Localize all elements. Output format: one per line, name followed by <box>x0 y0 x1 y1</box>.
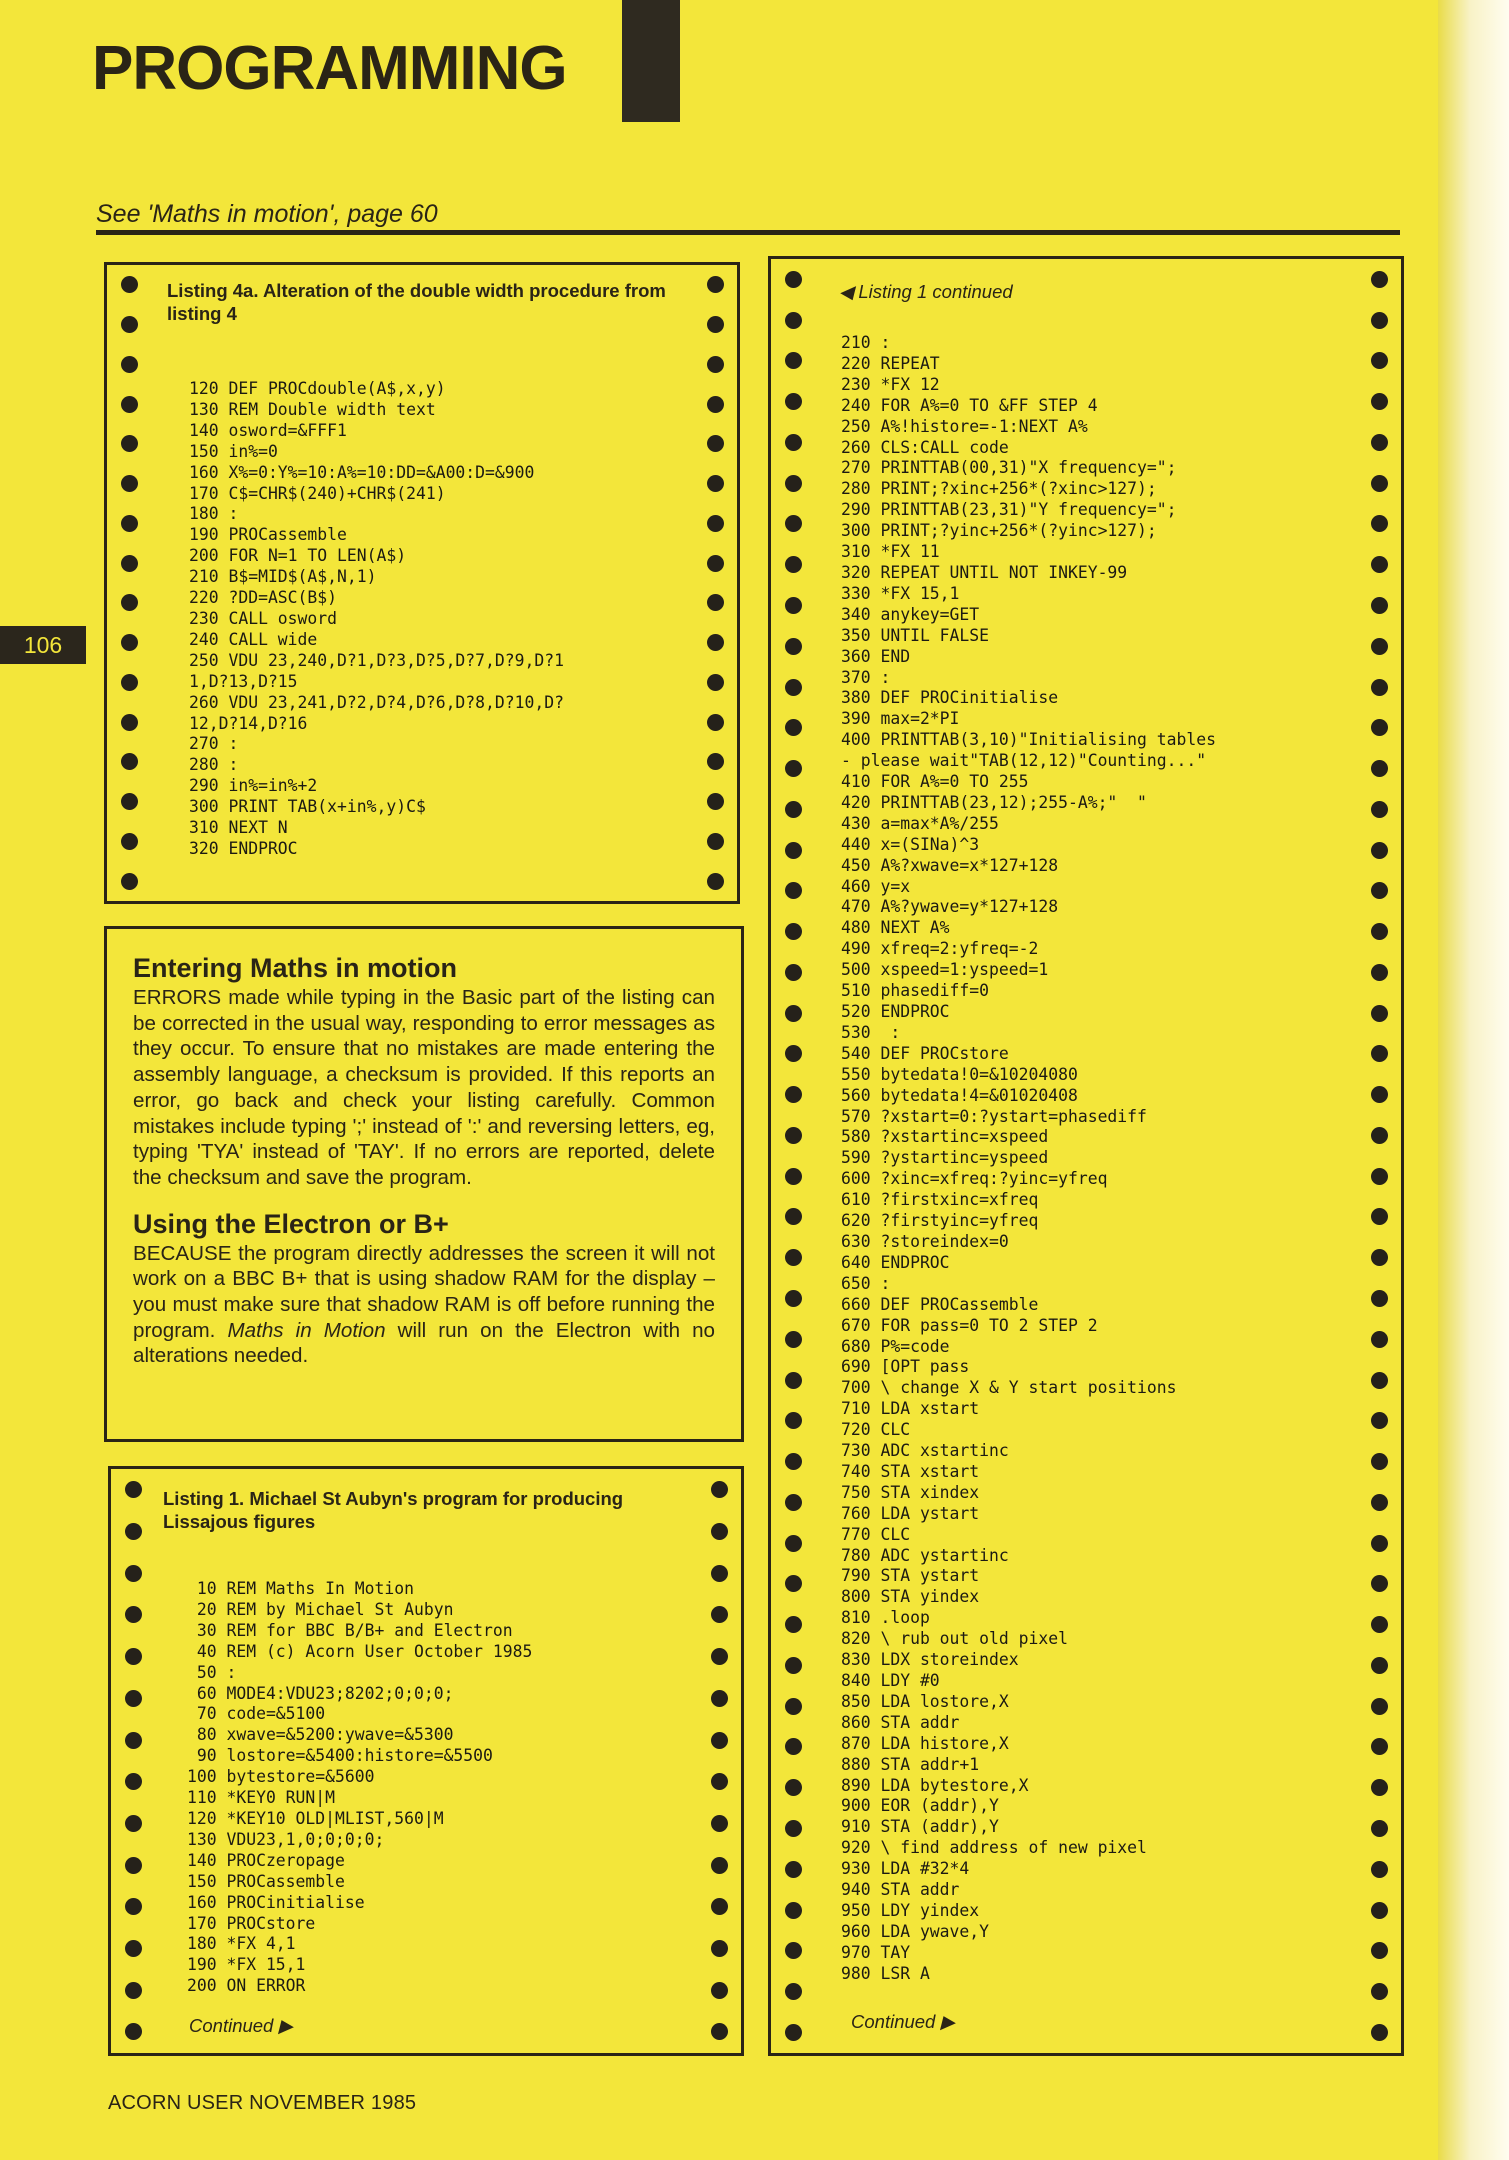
sprocket-hole <box>785 882 802 899</box>
sprocket-hole <box>785 923 802 940</box>
sprocket-hole <box>121 555 138 572</box>
sprocket-hole <box>1371 1861 1388 1878</box>
sprocket-hole <box>1371 597 1388 614</box>
sprocket-hole <box>785 1453 802 1470</box>
sprocket-holes-left <box>107 265 151 901</box>
page-number: 106 <box>0 626 86 664</box>
sprocket-hole <box>785 1779 802 1796</box>
sprocket-hole <box>1371 2024 1388 2041</box>
sprocket-holes-right <box>697 1469 741 2053</box>
listing-1-continued-code: 210 : 220 REPEAT 230 *FX 12 240 FOR A%=0 TO &FF STEP 4 250 A%!histore=-1:NEXT A% 260 CLS:CALL code 270 PRINTTAB(00,31)"X frequency="; 280 PRINT;?xinc+256*(?xinc>127); 290 PRINTTAB(23,31)"Y frequency="; 300 PRINT;?yinc+256*(?yinc>127); 310 *FX 11 320 REPEAT UNTIL NOT INKEY-99 330 *FX 15,1 340 anykey=GET 350 UNTIL FALSE 360 END 370 : 380 DEF PROCinitialise 390 max=2*PI 400 PRINTTAB(3,10)"Initialising tables - please wait"TAB(12,12)"Counting..." 410 FOR A%=0 TO 255 420 PRINTTAB(23,12);255-A%;" " 430 a=max*A%/255 440 x=(SINa)^3 450 A%?xwave=x*127+128 460 y=x 470 A%?ywave=y*127+128 480 NEXT A% 490 xfreq=2:yfreq=-2 500 xspeed=1:yspeed=1 510 phasediff=0 520 ENDPROC 530 : 540 DEF PROCstore 550 bytedata!0=&10204080 560 bytedata!4=&01020408 570 ?xstart=0:?ystart=phasediff 580 ?xstartinc=xspeed 590 ?ystartinc=yspeed 600 ?xinc=xfreq:?yinc=yfreq 610 ?firstxinc=xfreq 620 ?firstyinc=yfreq 630 ?storeindex=0 640 ENDPROC 650 : 660 DEF PROCassemble 670 FOR pass=0 TO 2 STEP 2 680 P%=code 690 [OPT pass 700 \ change X & Y start positions 710 LDA xstart 720 CLC 730 ADC xstartinc 740 STA xstart 750 STA xindex 760 LDA ystart 770 CLC 780 ADC ystartinc 790 STA ystart 800 STA yindex 810 .loop 820 \ rub out old pixel 830 LDX storeindex 840 LDY #0 850 LDA lostore,X 860 STA addr 870 LDA histore,X 880 STA addr+1 890 LDA bytestore,X 900 EOR (addr),Y 910 STA (addr),Y 920 \ find address of new pixel 930 LDA #32*4 940 STA addr 950 LDY yindex 960 LDA ywave,Y 970 TAY 980 LSR A <box>841 333 1216 1983</box>
sprocket-hole <box>1371 1412 1388 1429</box>
sprocket-hole <box>785 515 802 532</box>
sprocket-hole <box>125 1565 142 1582</box>
section-bar <box>622 0 680 122</box>
sprocket-hole <box>707 753 724 770</box>
sprocket-hole <box>785 434 802 451</box>
sprocket-holes-right <box>1357 259 1401 2053</box>
sprocket-hole <box>707 396 724 413</box>
sprocket-hole <box>121 594 138 611</box>
article-box <box>104 926 744 1442</box>
sprocket-hole <box>1371 515 1388 532</box>
sprocket-hole <box>785 964 802 981</box>
sprocket-hole <box>1371 1657 1388 1674</box>
sprocket-hole <box>125 1773 142 1790</box>
sprocket-hole <box>1371 393 1388 410</box>
sprocket-hole <box>707 435 724 452</box>
sprocket-hole <box>1371 271 1388 288</box>
sprocket-hole <box>707 276 724 293</box>
sprocket-hole <box>1371 1208 1388 1225</box>
sprocket-hole <box>785 2024 802 2041</box>
sprocket-hole <box>785 1168 802 1185</box>
sprocket-hole <box>785 1331 802 1348</box>
sprocket-hole <box>121 435 138 452</box>
sprocket-hole <box>785 597 802 614</box>
sprocket-hole <box>125 1857 142 1874</box>
sprocket-hole <box>1371 1535 1388 1552</box>
sprocket-hole <box>1371 1494 1388 1511</box>
listing-1-continued-caption: ◀ Listing 1 continued <box>839 281 1013 302</box>
program-title-italic: Maths in Motion <box>227 1318 386 1342</box>
paragraph-entering: ERRORS made while typing in the Basic part of the listing can be corrected in the usual way, responding to error messages as they occur. To ensure that no mistakes are made entering the assembly language, a checksum is provided. If this reports an error, go back and check your listing carefully. Common mistakes include typing ';' instead of ':' and reversing letters, eg, typing 'TYA' instead of 'TAY'. If no errors are reported, delete the checksum and save the program. <box>133 986 715 1189</box>
sprocket-hole <box>125 1898 142 1915</box>
sprocket-hole <box>711 1648 728 1665</box>
page-spine <box>1438 0 1509 2160</box>
sprocket-hole <box>125 1523 142 1540</box>
sprocket-hole <box>1371 1575 1388 1592</box>
sprocket-hole <box>711 1773 728 1790</box>
sprocket-hole <box>1371 1698 1388 1715</box>
sprocket-hole <box>1371 801 1388 818</box>
sprocket-hole <box>785 760 802 777</box>
sprocket-hole <box>121 475 138 492</box>
sprocket-hole <box>785 1942 802 1959</box>
sprocket-hole <box>707 714 724 731</box>
sprocket-hole <box>785 801 802 818</box>
sprocket-hole <box>785 1290 802 1307</box>
sprocket-hole <box>121 356 138 373</box>
footer-issue: ACORN USER NOVEMBER 1985 <box>108 2092 417 2114</box>
sprocket-hole <box>785 638 802 655</box>
see-also-reference: See 'Maths in motion', page 60 <box>96 200 438 228</box>
sprocket-hole <box>707 555 724 572</box>
sprocket-holes-left <box>771 259 815 2053</box>
paragraph-electron <box>133 1241 715 1370</box>
listing-4a-box <box>104 262 740 904</box>
sprocket-hole <box>1371 923 1388 940</box>
heading-entering-maths: Entering Maths in motion <box>133 953 457 983</box>
sprocket-hole <box>711 1982 728 1999</box>
sprocket-hole <box>707 475 724 492</box>
sprocket-hole <box>1371 882 1388 899</box>
sprocket-hole <box>785 1983 802 2000</box>
sprocket-hole <box>785 1575 802 1592</box>
sprocket-hole <box>121 873 138 890</box>
sprocket-hole <box>1371 842 1388 859</box>
listing-1-box <box>108 1466 744 2056</box>
sprocket-hole <box>785 1127 802 1144</box>
sprocket-hole <box>121 515 138 532</box>
sprocket-hole <box>121 793 138 810</box>
sprocket-hole <box>125 1940 142 1957</box>
sprocket-hole <box>711 1690 728 1707</box>
sprocket-hole <box>785 1086 802 1103</box>
sprocket-holes-right <box>693 265 737 901</box>
sprocket-hole <box>1371 352 1388 369</box>
sprocket-hole <box>785 1861 802 1878</box>
listing-4a-code: 120 DEF PROCdouble(A$,x,y) 130 REM Double width text 140 osword=&FFF1 150 in%=0 160 X%=0:Y%=10:A%=10:DD=&A00:D=&900 170 C$=CHR$(240)+CHR$(241) 180 : 190 PROCassemble 200 FOR N=1 TO LEN(A$) 210 B$=MID$(A$,N,1) 220 ?DD=ASC(B$) 230 CALL osword 240 CALL wide 250 VDU 23,240,D?1,D?3,D?5,D?7,D?9,D?1 1,D?13,D?15 260 VDU 23,241,D?2,D?4,D?6,D?8,D?10,D? 12,D?14,D?16 270 : 280 : 290 in%=in%+2 300 PRINT TAB(x+in%,y)C$ 310 NEXT N 320 ENDPROC <box>189 379 564 858</box>
sprocket-hole <box>125 1732 142 1749</box>
sprocket-hole <box>1371 1290 1388 1307</box>
sprocket-hole <box>125 1815 142 1832</box>
sprocket-hole <box>707 873 724 890</box>
sprocket-hole <box>711 1815 728 1832</box>
sprocket-hole <box>1371 1616 1388 1633</box>
sprocket-hole <box>707 316 724 333</box>
sprocket-hole <box>1371 1820 1388 1837</box>
sprocket-hole <box>785 271 802 288</box>
sprocket-hole <box>121 674 138 691</box>
sprocket-hole <box>785 719 802 736</box>
sprocket-hole <box>785 1698 802 1715</box>
sprocket-hole <box>785 1412 802 1429</box>
sprocket-hole <box>785 1372 802 1389</box>
sprocket-hole <box>121 833 138 850</box>
sprocket-hole <box>711 1606 728 1623</box>
sprocket-hole <box>1371 1331 1388 1348</box>
sprocket-hole <box>1371 1453 1388 1470</box>
sprocket-hole <box>1371 1045 1388 1062</box>
listing-1-continued-box <box>768 256 1404 2056</box>
sprocket-hole <box>785 1902 802 1919</box>
sprocket-hole <box>711 1565 728 1582</box>
sprocket-hole <box>785 1045 802 1062</box>
sprocket-hole <box>785 1738 802 1755</box>
sprocket-hole <box>711 1481 728 1498</box>
sprocket-hole <box>707 634 724 651</box>
paragraph-electron-part2: will run on the Electron with no alterations needed. <box>133 1318 715 1368</box>
sprocket-hole <box>121 316 138 333</box>
sprocket-hole <box>1371 475 1388 492</box>
sprocket-hole <box>707 356 724 373</box>
sprocket-hole <box>1371 1983 1388 2000</box>
sprocket-hole <box>785 1249 802 1266</box>
section-title: PROGRAMMING <box>92 34 567 103</box>
sprocket-hole <box>785 1005 802 1022</box>
sprocket-hole <box>125 1648 142 1665</box>
sprocket-hole <box>1371 964 1388 981</box>
sprocket-holes-left <box>111 1469 155 2053</box>
sprocket-hole <box>125 1606 142 1623</box>
sprocket-hole <box>1371 1372 1388 1389</box>
sprocket-hole <box>1371 1005 1388 1022</box>
sprocket-hole <box>121 276 138 293</box>
sprocket-hole <box>1371 1942 1388 1959</box>
sprocket-hole <box>125 2023 142 2040</box>
sprocket-hole <box>125 1982 142 1999</box>
sprocket-hole <box>785 679 802 696</box>
sprocket-hole <box>711 2023 728 2040</box>
sprocket-hole <box>785 556 802 573</box>
sprocket-hole <box>1371 760 1388 777</box>
sprocket-hole <box>1371 679 1388 696</box>
sprocket-hole <box>121 396 138 413</box>
sprocket-hole <box>1371 1168 1388 1185</box>
sprocket-hole <box>785 393 802 410</box>
sprocket-hole <box>707 594 724 611</box>
sprocket-hole <box>121 714 138 731</box>
sprocket-hole <box>1371 556 1388 573</box>
sprocket-hole <box>121 634 138 651</box>
sprocket-hole <box>125 1481 142 1498</box>
sprocket-hole <box>785 475 802 492</box>
sprocket-hole <box>785 1657 802 1674</box>
sprocket-hole <box>1371 1127 1388 1144</box>
sprocket-hole <box>785 1494 802 1511</box>
listing-4a-caption: Listing 4a. Alteration of the double width procedure from listing 4 <box>167 280 666 324</box>
sprocket-hole <box>125 1690 142 1707</box>
sprocket-hole <box>1371 719 1388 736</box>
sprocket-hole <box>707 833 724 850</box>
sprocket-hole <box>1371 1086 1388 1103</box>
sprocket-hole <box>785 1535 802 1552</box>
listing-1-continued: Continued ▶ <box>189 2015 293 2036</box>
sprocket-hole <box>1371 638 1388 655</box>
header-rule <box>96 230 1400 235</box>
sprocket-hole <box>707 515 724 532</box>
sprocket-hole <box>1371 434 1388 451</box>
sprocket-hole <box>785 352 802 369</box>
sprocket-hole <box>707 793 724 810</box>
sprocket-hole <box>785 1208 802 1225</box>
sprocket-hole <box>1371 1902 1388 1919</box>
heading-electron: Using the Electron or B+ <box>133 1208 449 1239</box>
sprocket-hole <box>1371 1249 1388 1266</box>
sprocket-hole <box>1371 1738 1388 1755</box>
sprocket-hole <box>711 1732 728 1749</box>
sprocket-hole <box>785 1616 802 1633</box>
sprocket-hole <box>711 1523 728 1540</box>
paragraph-electron-part1: BECAUSE the program directly addresses the screen it will not work on a BBC B+ that is using shadow RAM for the display – you must make sure that shadow RAM is off before running the program. <box>133 1241 715 1342</box>
sprocket-hole <box>1371 312 1388 329</box>
listing-1-code: 10 REM Maths In Motion 20 REM by Michael St Aubyn 30 REM for BBC B/B+ and Electron 40 REM (c) Acorn User October 1985 50 : 60 MODE4:VDU23;8202;0;0;0; 70 code=&5100 80 xwave=&5200:ywave=&5300 90 lostore=&5400:histore=&5500 100 bytestore=&5600 110 *KEY0 RUN|M 120 *KEY10 OLD|MLIST,560|M 130 VDU23,1,0;0;0;0; 140 PROCzeropage 150 PROCassemble 160 PROCinitialise 170 PROCstore 180 *FX 4,1 190 *FX 15,1 200 ON ERROR <box>187 1579 533 1996</box>
sprocket-hole <box>785 312 802 329</box>
listing-1-caption: Listing 1. Michael St Aubyn's program for producing Lissajous figures <box>163 1488 624 1532</box>
sprocket-hole <box>121 753 138 770</box>
listing-1-continued-footer: Continued ▶ <box>851 2011 955 2032</box>
sprocket-hole <box>785 1820 802 1837</box>
sprocket-hole <box>707 674 724 691</box>
sprocket-hole <box>711 1857 728 1874</box>
sprocket-hole <box>711 1940 728 1957</box>
sprocket-hole <box>785 842 802 859</box>
sprocket-hole <box>1371 1779 1388 1796</box>
sprocket-hole <box>711 1898 728 1915</box>
